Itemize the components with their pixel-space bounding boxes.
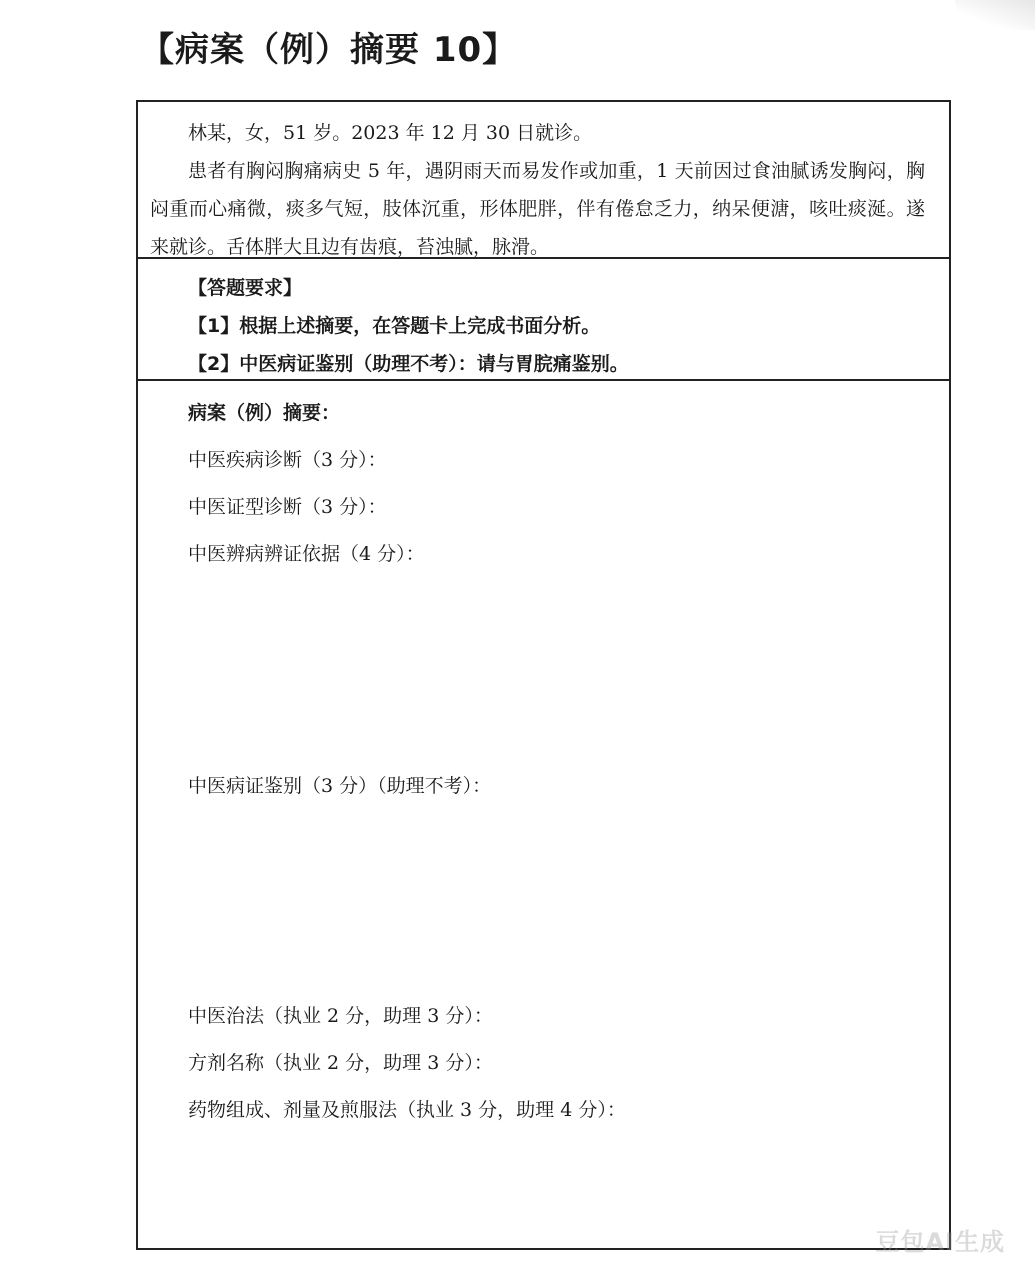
case-sheet xyxy=(136,100,951,1250)
requirements-section xyxy=(138,259,949,381)
case-summary-section xyxy=(138,102,949,259)
treatment-prompt: 中医治法（执业 2 分，助理 3 分）： xyxy=(188,1005,493,1027)
basis-prompt: 中医辨病辨证依据（4 分）： xyxy=(188,543,425,565)
requirement-item-2: 【2】中医病证鉴别（助理不考）：请与胃脘痛鉴别。 xyxy=(188,353,629,375)
diagnosis-prompt: 中医疾病诊断（3 分）： xyxy=(188,449,387,471)
requirements-heading: 【答题要求】 xyxy=(188,277,303,299)
patient-history: 患者有胸闷胸痛病史 5 年，遇阴雨天而易发作或加重，1 天前因过食油腻诱发胸闷，胸闷重而心痛微，痰多气短，肢体沉重，形体肥胖，伴有倦怠乏力，纳呆便溏，咳吐痰涎。遂来就诊。舌体胖大且边有齿痕，苔浊腻，脉滑。 xyxy=(150,160,925,258)
composition-prompt: 药物组成、剂量及煎服法（执业 3 分，助理 4 分）： xyxy=(188,1099,626,1121)
requirement-item-1: 【1】根据上述摘要，在答题卡上完成书面分析。 xyxy=(188,315,601,337)
ai-watermark: 豆包AI生成 xyxy=(875,1228,1005,1256)
answer-heading: 病案（例）摘要： xyxy=(188,402,341,424)
patient-intro: 林某，女，51 岁。2023 年 12 月 30 日就诊。 xyxy=(188,122,593,144)
differential-prompt: 中医病证鉴别（3 分）（助理不考）： xyxy=(188,775,492,797)
page-corner-shadow xyxy=(955,0,1035,30)
page-title: 【病案（例）摘要 10】 xyxy=(140,30,518,70)
formula-prompt: 方剂名称（执业 2 分，助理 3 分）： xyxy=(188,1052,493,1074)
syndrome-prompt: 中医证型诊断（3 分）： xyxy=(188,496,387,518)
answer-section xyxy=(138,381,949,1249)
